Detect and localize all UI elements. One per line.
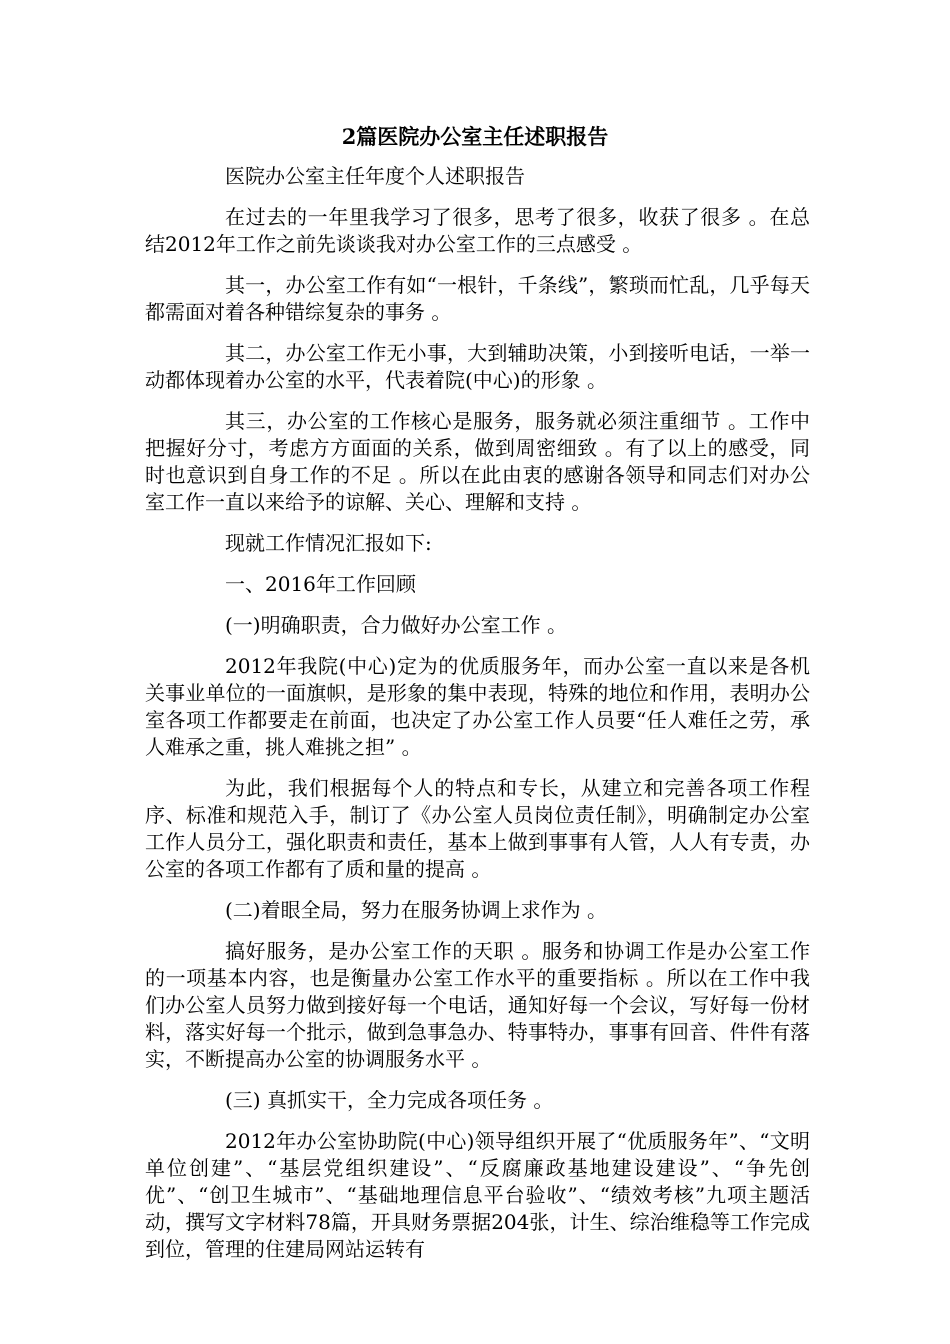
subsection-heading: (二)着眼全局，努力在服务协调上求作为 。 xyxy=(225,898,607,922)
paragraph: 其三，办公室的工作核心是服务，服务就必须注重细节 。工作中把握好分寸，考虑方方面面的关系，做到周密细致 。有了以上的感受，同时也意识到自身工作的不足 。所以在此由衷的感谢各领导和同志们对办公室工作一直以来给予的谅解、关心、理解和支持 。 xyxy=(145,409,810,514)
document-title: 2篇医院办公室主任述职报告 xyxy=(341,124,609,149)
paragraph: 2012年我院(中心)定为的优质服务年，而办公室一直以来是各机关事业单位的一面旗帜，是形象的集中表现，特殊的地位和作用，表明办公室各项工作都要走在前面，也决定了办公室工作人员要“任人难任之劳，承人难承之重，挑人难挑之担” 。 xyxy=(145,654,810,759)
paragraph: 其二，办公室工作无小事，大到辅助决策，小到接听电话，一举一动都体现着办公室的水平，代表着院(中心)的形象 。 xyxy=(145,341,810,392)
subsection-heading: (一)明确职责，合力做好办公室工作 。 xyxy=(225,613,567,637)
section-heading: 一、2016年工作回顾 xyxy=(225,572,416,596)
document-body xyxy=(145,163,810,1277)
paragraph: 现就工作情况汇报如下: xyxy=(225,531,432,555)
subsection-heading: (三) 真抓实干，全力完成各项任务 。 xyxy=(225,1088,554,1112)
paragraph: 2012年办公室协助院(中心)领导组织开展了“优质服务年”、“文明单位创建”、“基层党组织建设”、“反腐廉政基地建设建设”、“争先创优”、“创卫生城市”、“基础地理信息平台验收”、“绩效考核”九项主题活动，撰写文字材料78篇，开具财务票据204张，计生、综治维稳等工作完成到位，管理的住建局网站运转有 xyxy=(145,1129,810,1261)
report-subtitle: 医院办公室主任年度个人述职报告 xyxy=(225,164,525,188)
paragraph: 为此，我们根据每个人的特点和专长，从建立和完善各项工作程序、标准和规范入手，制订了《办公室人员岗位责任制》，明确制定办公室工作人员分工，强化职责和责任，基本上做到事事有人管，人人有专责，办公室的各项工作都有了质和量的提高 。 xyxy=(145,776,810,881)
paragraph: 在过去的一年里我学习了很多，思考了很多，收获了很多 。在总结2012年工作之前先谈谈我对办公室工作的三点感受 。 xyxy=(145,205,810,256)
paragraph: 其一，办公室工作有如“一根针，千条线”，繁琐而忙乱，几乎每天都需面对着各种错综复杂的事务 。 xyxy=(145,273,810,324)
paragraph: 搞好服务，是办公室工作的天职 。服务和协调工作是办公室工作的一项基本内容，也是衡量办公室工作水平的重要指标 。所以在工作中我们办公室人员努力做到接好每一个电话，通知好每一个会议，写好每一份材料，落实好每一个批示，做到急事急办、特事特办，事事有回音、件件有落实，不断提高办公室的协调服务水平 。 xyxy=(145,939,810,1071)
